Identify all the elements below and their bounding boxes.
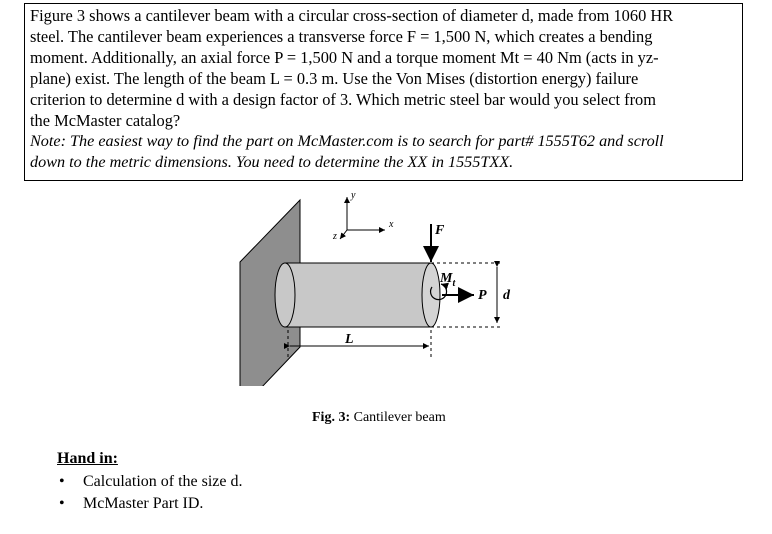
problem-line: criterion to determine d with a design factor of 3. Which metric steel bar would you select from [30, 90, 656, 109]
problem-line: moment. Additionally, an axial force P = 1,500 N and a torque moment Mt = 40 Nm (acts in yz- [30, 48, 659, 67]
note [30, 131, 737, 173]
problem-line: plane) exist. The length of the beam L = 0.3 m. Use the Von Mises (distortion energy) failure [30, 69, 639, 88]
note-line: Note: The easiest way to find the part on McMaster.com is to search for part# 1555T62 and scroll [30, 132, 664, 150]
torque-label [439, 271, 456, 289]
length-label: L [345, 332, 354, 347]
problem-line: steel. The cantilever beam experiences a transverse force F = 1,500 N, which creates a bending [30, 27, 653, 46]
x-axis-label: x [389, 219, 394, 230]
problem-line: Figure 3 shows a cantilever beam with a circular cross-section of diameter d, made from 1060 HR [30, 6, 674, 25]
torque-symbol: M [440, 271, 453, 286]
caption-number: Fig. 3: [312, 410, 351, 425]
force-label: F [435, 223, 445, 238]
beam-root-end [275, 263, 295, 327]
z-axis [340, 230, 347, 239]
list-item: • McMaster Part ID. [57, 493, 243, 515]
problem-line: the McMaster catalog? [30, 111, 181, 130]
list-item: • Calculation of the size d. [57, 471, 243, 493]
note-line: down to the metric dimensions. You need to determine the XX in 1555TXX. [30, 153, 514, 171]
caption-text: Cantilever beam [350, 410, 446, 425]
z-axis-label: z [333, 231, 337, 242]
problem-statement [30, 5, 737, 131]
figure-caption [312, 409, 446, 427]
cantilever-figure [230, 186, 530, 386]
hand-in-title: Hand in: [57, 450, 118, 467]
hand-in-list [57, 471, 243, 515]
diameter-label: d [503, 288, 510, 303]
beam-body [285, 263, 431, 327]
torque-subscript: t [452, 278, 456, 289]
y-axis-label: y [351, 190, 356, 201]
axial-label: P [478, 288, 487, 303]
